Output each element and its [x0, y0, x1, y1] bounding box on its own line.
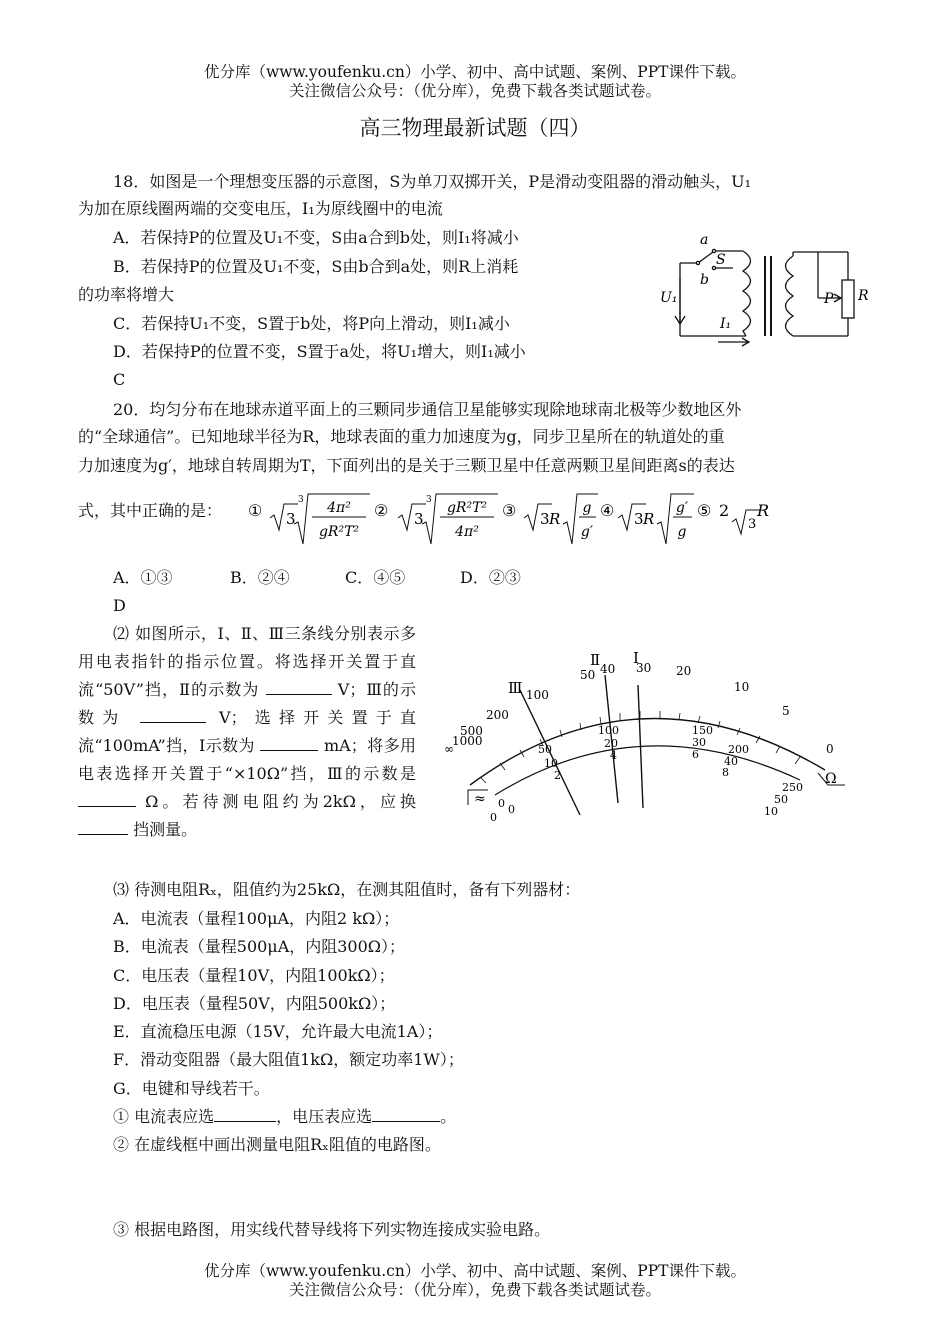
- pointer-ii-label: Ⅱ: [590, 651, 601, 669]
- formula-num-2: ②: [374, 501, 389, 520]
- q2-text-f: 挡测量。: [133, 820, 198, 839]
- formula-num-4: ④: [600, 501, 615, 520]
- q2-blank-ohm[interactable]: [78, 792, 136, 807]
- q3-sub-2: ② 在虚线框中画出测量电阻Rₓ阻值的电路图。: [113, 1135, 441, 1154]
- multimeter-dial: [440, 645, 860, 825]
- fig-label-u1: U₁: [660, 290, 678, 306]
- q3-item-d: D．电压表（量程50V，内阻500kΩ）；: [113, 994, 396, 1013]
- q3-item-e: E．直流稳压电源（15V，允许最大电流1A）；: [113, 1022, 443, 1041]
- header-line-1: 优分库（www.youfenku.cn）小学、初中、高中试题、案例、PPT课件下载。: [203, 63, 747, 81]
- q18-option-d: D．若保持P的位置不变，S置于a处，将U₁增大，则I₁减小: [113, 342, 526, 361]
- q2-blank-range[interactable]: [78, 820, 128, 835]
- dc250-label-100: 100: [598, 724, 619, 737]
- ohm-label-200: 200: [486, 708, 509, 722]
- f3-sqrt3: 3: [540, 510, 550, 528]
- dc10-label-4: 4: [610, 749, 617, 762]
- dc10-label-10: 10: [764, 805, 778, 818]
- dc50-label-30: 30: [692, 736, 706, 749]
- q18-option-b-line-2: 的功率将增大: [78, 285, 175, 304]
- q18-option-b-line-1: B．若保持P的位置及U₁不变，S由b合到a处，则R上消耗: [113, 257, 519, 276]
- fig-label-a: a: [700, 232, 709, 248]
- ac-symbol: ≈: [474, 791, 486, 807]
- dc10-label-0: 0: [508, 803, 515, 816]
- f4-denominator: g: [677, 524, 687, 540]
- formula-num-3: ③: [502, 501, 517, 520]
- q3-item-f: F．滑动变阻器（最大阻值1kΩ，额定功率1W）；: [113, 1050, 464, 1069]
- f2-denominator: 4π²: [455, 524, 479, 540]
- pointer-i-label: Ⅰ: [633, 649, 639, 667]
- dc250-label-50: 50: [538, 743, 552, 756]
- q3-blank-ammeter[interactable]: [214, 1107, 276, 1122]
- f4-numerator: g′: [675, 500, 689, 516]
- q3-sub-1: [113, 1103, 456, 1131]
- f1-cube-index: 3: [298, 495, 304, 505]
- footer-line-2: 关注微信公众号：（优分库），免费下载各类试题试卷。: [288, 1281, 661, 1299]
- ohm-label-20: 20: [676, 664, 692, 678]
- dc10-label-6: 6: [692, 748, 699, 761]
- dc250-label-150: 150: [692, 724, 713, 737]
- fig-label-p: P: [824, 291, 834, 307]
- q18-answer: C: [113, 370, 126, 389]
- dc10-label-8: 8: [722, 766, 729, 779]
- page-title: 高三物理最新试题（四）: [359, 116, 591, 140]
- f3-numerator: g: [582, 500, 592, 516]
- ohm-label-1000: 1000: [452, 734, 483, 748]
- fig-label-i1: I₁: [720, 316, 732, 332]
- q3-item-b: B．电流表（量程500μA，内阻300Ω）；: [113, 937, 406, 956]
- f1-denominator: gR²T²: [318, 524, 360, 540]
- q3-item-c: C．电压表（量程10V，内阻100kΩ）；: [113, 966, 395, 985]
- ohm-symbol: Ω: [825, 771, 837, 787]
- f4-sqrt3: 3: [634, 510, 644, 528]
- q2-text-c: V；选择开关置于直流“100mA”挡，Ⅰ示数为: [78, 708, 416, 755]
- dc50-label-40: 40: [724, 755, 738, 768]
- footer-line-1: 优分库（www.youfenku.cn）小学、初中、高中试题、案例、PPT课件下载。: [203, 1262, 747, 1280]
- dc250-label-200: 200: [728, 743, 749, 756]
- q18-stem-line-2: 为加在原线圈两端的交变电压，I₁为原线圈中的电流: [78, 199, 443, 218]
- q3-sub1-a: ① 电流表应选: [113, 1107, 215, 1126]
- q2-text-b: V；Ⅲ的示数为: [78, 680, 416, 727]
- q2-blank-i[interactable]: [260, 736, 318, 751]
- dc250-label-250: 250: [782, 781, 803, 794]
- q18-option-c: C．若保持U₁不变，S置于b处，将P向上滑动，则I₁减小: [113, 314, 510, 333]
- f1-numerator: 4π²: [327, 500, 351, 516]
- ohm-label-5: 5: [782, 704, 790, 718]
- q3-item-a: A．电流表（量程100μA，内阻2 kΩ）；: [113, 909, 400, 928]
- q20-line-1: 20．均匀分布在地球赤道平面上的三颗同步通信卫星能够实现除地球南北极等少数地区外: [113, 400, 742, 419]
- ohm-label-100: 100: [526, 688, 549, 702]
- header-line-2: 关注微信公众号：（优分库），免费下载各类试题试卷。: [288, 82, 661, 100]
- ohm-label-50: 50: [580, 668, 596, 682]
- formula-num-1: ①: [248, 501, 263, 520]
- fig-label-s: S: [716, 252, 726, 268]
- dc50-label-20: 20: [604, 737, 618, 750]
- q3-blank-voltmeter[interactable]: [372, 1107, 440, 1122]
- f5-r: R: [757, 501, 770, 520]
- q20-line-4: 式，其中正确的是：: [78, 501, 223, 520]
- dc50-label-10: 10: [544, 757, 558, 770]
- dc50-label-50: 50: [774, 793, 788, 806]
- pointer-iii-label: Ⅲ: [508, 679, 523, 697]
- q3-sub1-c: 。: [440, 1107, 457, 1126]
- q20-choice-b: B．②④: [230, 568, 290, 587]
- q20-choice-d: D．②③: [460, 568, 521, 587]
- dc50-label-0: 0: [498, 797, 505, 810]
- q20-choice-a: A．①③: [113, 568, 173, 587]
- ohm-label-500: 500: [460, 724, 483, 738]
- ohm-label-40: 40: [600, 662, 616, 676]
- f2-sqrt3: 3: [414, 510, 424, 528]
- f4-r: R: [643, 510, 655, 528]
- f3-denominator: g′: [580, 524, 594, 540]
- formula-num-5: ⑤: [697, 501, 712, 520]
- q20-line-3: 力加速度为g′，地球自转周期为T，下面列出的是关于三颗卫星中任意两颗卫星间距离s的表达: [78, 456, 735, 475]
- f5-two: 2: [719, 501, 730, 520]
- q20-answer: D: [113, 596, 126, 615]
- q3-sub1-b: ，电压表应选: [276, 1107, 373, 1126]
- dc250-label-0: 0: [490, 811, 497, 824]
- ohm-label-inf: ∞: [444, 742, 454, 756]
- fig-label-r: R: [858, 288, 869, 304]
- f1-sqrt3: 3: [286, 510, 296, 528]
- q20-line-2: 的“全球通信”。已知地球半径为R，地球表面的重力加速度为g，同步卫星所在的轨道处的重: [78, 427, 725, 446]
- dc10-label-2: 2: [554, 769, 561, 782]
- q2-text-e: Ω。若待测电阻约为2kΩ，应换: [145, 792, 416, 811]
- ohm-label-10: 10: [734, 680, 750, 694]
- q3-item-g: G．电键和导线若干。: [113, 1079, 270, 1098]
- q2-blank-ii[interactable]: [266, 680, 332, 695]
- q2-text-d: mA；将多用电表选择开关置于“×10Ω”挡，Ⅲ的示数是: [78, 736, 416, 783]
- q20-formulas: [248, 488, 788, 550]
- ohm-label-30: 30: [636, 661, 652, 675]
- fig-label-b: b: [700, 272, 709, 288]
- q3-sub-3: ③ 根据电路图，用实线代替导线将下列实物连接成实验电路。: [113, 1220, 551, 1239]
- f5-sqrt3: 3: [748, 517, 757, 532]
- q3-intro: ⑶ 待测电阻Rₓ，阻值约为25kΩ，在测其阻值时，备有下列器材：: [113, 880, 581, 899]
- q2-text: [78, 620, 416, 844]
- q18-stem-line-1: 18．如图是一个理想变压器的示意图，S为单刀双掷开关，P是滑动变阻器的滑动触头，U₁: [113, 172, 751, 191]
- q2-blank-iii[interactable]: [140, 708, 206, 723]
- transformer-diagram: [658, 228, 880, 350]
- f2-cube-index: 3: [426, 495, 432, 505]
- f3-r: R: [549, 510, 561, 528]
- q18-option-a: A．若保持P的位置及U₁不变，S由a合到b处，则I₁将减小: [113, 228, 519, 247]
- ohm-label-0: 0: [826, 742, 834, 756]
- q20-choice-c: C．④⑤: [345, 568, 406, 587]
- f2-numerator: gR²T²: [446, 500, 488, 516]
- q2-text-a: ⑵ 如图所示，Ⅰ、Ⅱ、Ⅲ三条线分别表示多用电表指针的指示位置。将选择开关置于直流“50V”挡，Ⅱ的示数为: [78, 624, 416, 699]
